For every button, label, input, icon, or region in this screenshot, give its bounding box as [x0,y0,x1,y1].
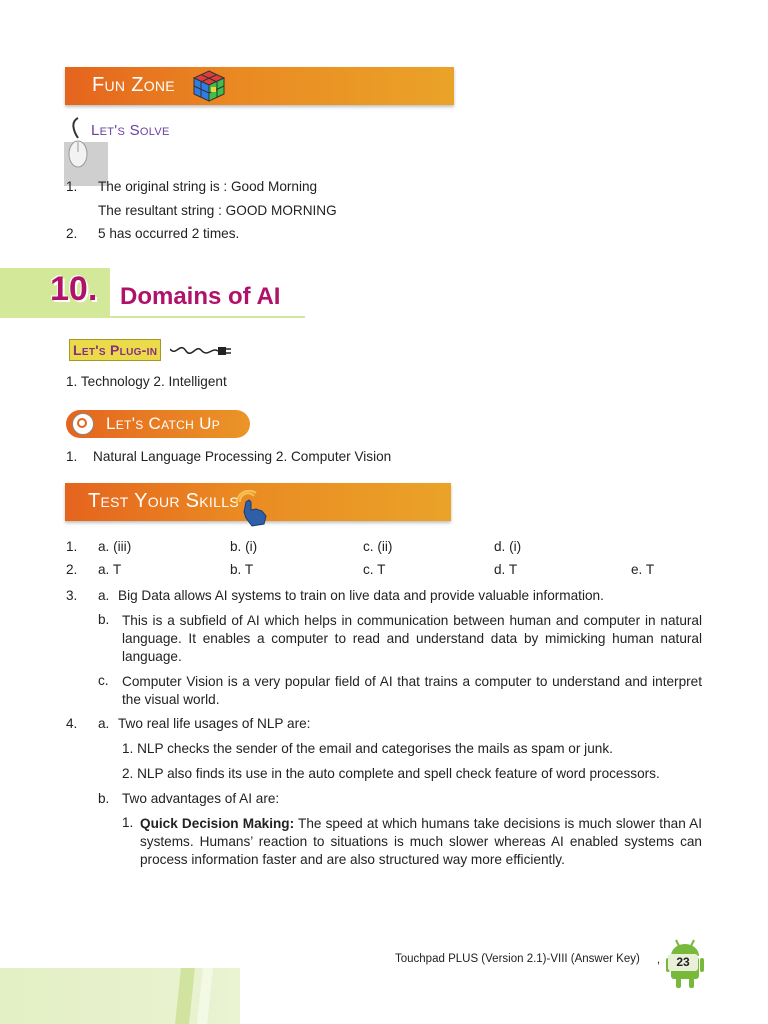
fun-zone-item-2-line1: 5 has occurred 2 times. [98,226,240,241]
lets-plug-in-title: Let's Plug-in [73,342,158,358]
chapter-number: 10. [50,270,98,308]
chapter-title: Domains of AI [120,283,281,310]
q4-a-label: a. [98,716,110,731]
q1-num: 1. [66,539,78,554]
q3-b-label: b. [98,612,110,627]
fun-zone-title: Fun Zone [92,74,175,96]
q1-c: c. (ii) [363,539,393,554]
q3-c-label: c. [98,673,109,688]
q1-b: b. (i) [230,539,258,554]
q4-a-item-2: 2. NLP also finds its use in the auto complete and spell check feature of word processors. [122,766,660,781]
q2-b: b. T [230,562,254,577]
catch-up-answer-num: 1. [66,449,78,464]
lets-plug-in-label [69,339,161,361]
fun-zone-item-2-num: 2. [66,226,78,241]
q2-e: e. T [631,562,655,577]
test-your-skills-title: Test Your Skills [88,490,239,512]
fun-zone-item-1-line1: The original string is : Good Morning [98,179,318,194]
footer-decoration [0,968,240,1024]
q3-a-text: Big Data allows AI systems to train on live data and provide valuable information. [118,588,604,603]
lets-catch-up-title: Let's Catch Up [106,414,221,433]
q2-d: d. T [494,562,518,577]
q3-a-label: a. [98,588,110,603]
catch-up-answer: Natural Language Processing 2. Computer Vision [93,449,392,464]
q3-c-text: Computer Vision is a very popular field of AI that trains a computer to understand and interpret the visual world. [122,674,702,707]
q2-c: c. T [363,562,386,577]
chapter-underline [110,316,305,318]
q1-d: d. (i) [494,539,522,554]
lets-solve-heading: Let's Solve [91,122,170,139]
pointing-hand-icon [234,490,272,528]
plug-in-answer: 1. Technology 2. Intelligent [66,374,227,389]
plug-cable-icon [170,343,232,359]
footer-comma: , [657,954,661,966]
q4-b-item-text: The speed at which humans take decisions is much slower than AI systems. Humans’ reaction to situations is much slower whereas AI enabled systems can process information faster and are also structured way more efficiently. [140,816,703,867]
q2-a: a. T [98,562,122,577]
target-icon [72,413,94,435]
lets-catch-up-pill [66,410,250,438]
q2-num: 2. [66,562,78,577]
fun-zone-item-1-num: 1. [66,179,78,194]
q4-b-text: Two advantages of AI are: [122,791,280,806]
footer-text: Touchpad PLUS (Version 2.1)-VIII (Answer Key) [395,953,640,965]
q4-b-item-bold: Quick Decision Making: [140,816,295,831]
page-number-badge [668,954,698,971]
q4-b-label: b. [98,791,110,806]
q3-num: 3. [66,588,78,603]
page-number: 23 [676,955,690,969]
q4-b-item [140,815,702,869]
rubiks-cube-icon [191,69,227,103]
q3-b-text: This is a subfield of AI which helps in communication between human and computer in natural language. It enables a computer to read and understand data by mimicking human natural language. [122,613,702,664]
q4-a-text: Two real life usages of NLP are: [118,716,311,731]
q1-a: a. (iii) [98,539,132,554]
fun-zone-banner [65,67,454,105]
q4-b-item-num: 1. [122,815,134,830]
q4-a-item-1: 1. NLP checks the sender of the email and categorises the mails as spam or junk. [122,741,613,756]
q4-num: 4. [66,716,78,731]
fun-zone-item-1-line2: The resultant string : GOOD MORNING [98,203,337,218]
